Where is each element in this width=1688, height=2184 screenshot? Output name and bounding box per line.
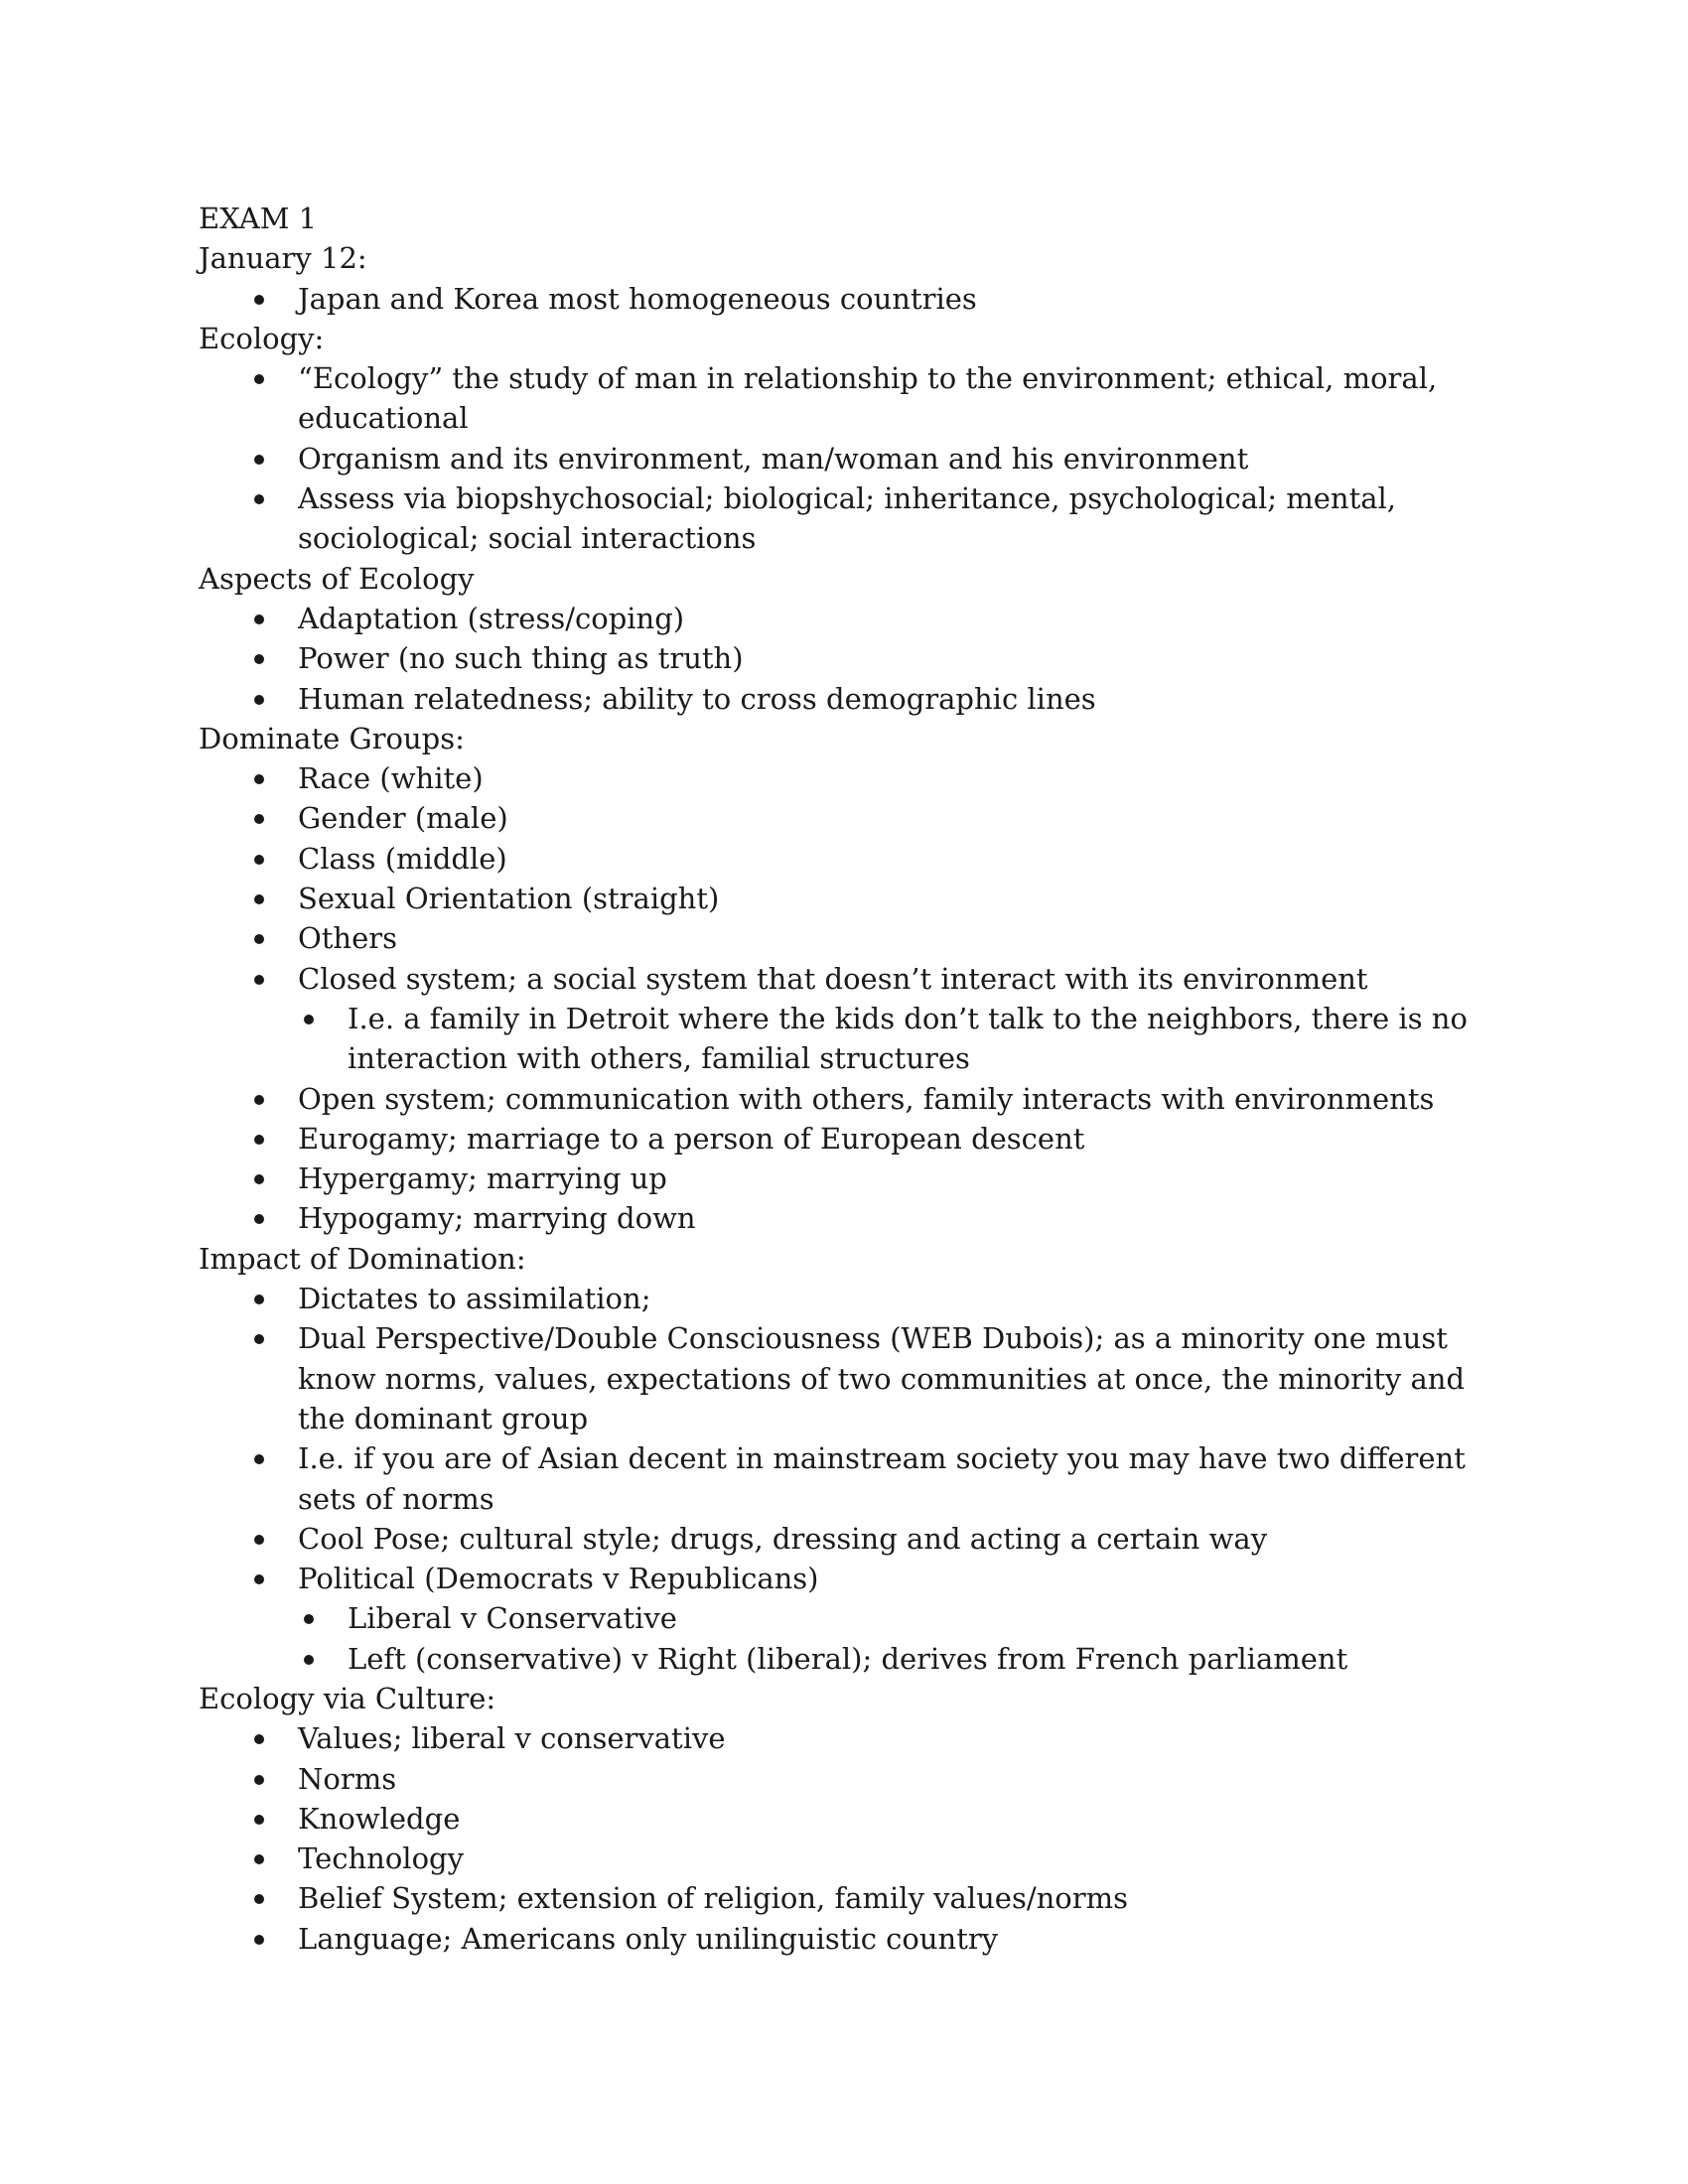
list-item-text: Race (white) xyxy=(298,761,484,796)
sub-list-item xyxy=(348,999,1509,1079)
bullet-icon xyxy=(254,1295,264,1304)
list-item xyxy=(298,918,1509,958)
bullet-list xyxy=(199,1718,1509,1959)
section-heading: Dominate Groups: xyxy=(199,721,465,755)
bullet-icon xyxy=(254,774,264,784)
list-item xyxy=(298,839,1509,879)
list-item xyxy=(298,1718,1509,1758)
bullet-icon xyxy=(254,1854,264,1864)
sub-list-item-text: Left (conservative) v Right (liberal); derives from French parliament xyxy=(348,1641,1348,1676)
bullet-icon xyxy=(254,1734,264,1744)
list-item-text: Adaptation (stress/coping) xyxy=(298,601,685,635)
list-item-text: Technology xyxy=(298,1842,464,1876)
list-item xyxy=(298,798,1509,838)
list-item-text: Class (middle) xyxy=(298,841,507,876)
bullet-icon xyxy=(254,654,264,664)
section-heading: January 12: xyxy=(199,241,367,276)
list-item xyxy=(298,439,1509,478)
list-item-text: Open system; communication with others, family interacts with environments xyxy=(298,1081,1435,1116)
list-item-text: Organism and its environment, man/woman and his environment xyxy=(298,441,1249,476)
sub-list-item xyxy=(348,1639,1509,1679)
list-item-text: Values; liberal v conservative xyxy=(298,1721,726,1756)
bullet-list xyxy=(199,758,1509,1239)
list-item xyxy=(298,1318,1509,1438)
list-item-text: Power (no such thing as truth) xyxy=(298,641,744,676)
bullet-icon xyxy=(254,1775,264,1785)
list-item-text: “Ecology” the study of man in relationship to the environment; ethical, moral, educational xyxy=(298,361,1438,436)
bullet-icon xyxy=(254,1535,264,1545)
list-item xyxy=(298,1559,1509,1679)
bullet-icon xyxy=(254,1454,264,1464)
list-item xyxy=(298,1279,1509,1318)
list-item-text: Knowledge xyxy=(298,1801,461,1836)
list-item-text: Japan and Korea most homogeneous countries xyxy=(298,281,977,316)
document-page xyxy=(199,199,1509,1959)
list-item-text: Assess via biopshychosocial; biological; inheritance, psychological; mental, sociological; social interactions xyxy=(298,481,1397,556)
list-item xyxy=(298,478,1509,559)
bullet-icon xyxy=(254,1574,264,1584)
list-item xyxy=(298,1079,1509,1119)
sub-list-item-text: I.e. a family in Detroit where the kids don’t talk to the neighbors, there is no interaction with others, familial structures xyxy=(348,1001,1468,1076)
bullet-icon xyxy=(254,934,264,944)
list-item xyxy=(298,1119,1509,1159)
bullet-icon xyxy=(254,455,264,465)
list-item xyxy=(298,1919,1509,1959)
sub-bullet-list xyxy=(298,999,1509,1079)
list-item-text: I.e. if you are of Asian decent in mainstream society you may have two different sets of norms xyxy=(298,1441,1466,1516)
bullet-icon xyxy=(254,295,264,305)
section-heading: Ecology via Culture: xyxy=(199,1681,496,1715)
list-item-text: Dictates to assimilation; xyxy=(298,1282,651,1316)
bullet-list xyxy=(199,599,1509,719)
section-heading: Impact of Domination: xyxy=(199,1241,526,1276)
section-heading: Aspects of Ecology xyxy=(199,561,475,596)
list-item xyxy=(298,599,1509,638)
list-item-text: Others xyxy=(298,921,398,956)
list-item xyxy=(298,1198,1509,1238)
document-title: EXAM 1 xyxy=(199,202,318,235)
bullet-icon xyxy=(304,1614,314,1624)
list-item xyxy=(298,1839,1509,1878)
list-item-text: Belief System; extension of religion, family values/norms xyxy=(298,1881,1128,1916)
list-item xyxy=(298,638,1509,678)
bullet-icon xyxy=(304,1655,314,1665)
list-item-text: Language; Americans only unilinguistic country xyxy=(298,1921,999,1956)
list-item-text: Gender (male) xyxy=(298,801,508,836)
list-item xyxy=(298,1878,1509,1918)
bullet-icon xyxy=(254,374,264,384)
list-item xyxy=(298,879,1509,918)
list-item-text: Closed system; a social system that doesn’t interact with its environment xyxy=(298,961,1368,996)
list-item xyxy=(298,1759,1509,1799)
list-item xyxy=(298,1519,1509,1559)
section-heading: Ecology: xyxy=(199,321,325,355)
list-item-text: Cool Pose; cultural style; drugs, dressing and acting a certain way xyxy=(298,1521,1268,1556)
bullet-icon xyxy=(254,494,264,504)
bullet-icon xyxy=(254,1095,264,1105)
bullet-icon xyxy=(254,695,264,705)
bullet-icon xyxy=(254,855,264,865)
bullet-icon xyxy=(254,814,264,824)
bullet-icon xyxy=(254,1214,264,1224)
bullet-icon xyxy=(254,894,264,904)
list-item xyxy=(298,959,1509,1079)
list-item-text: Sexual Orientation (straight) xyxy=(298,882,720,916)
list-item xyxy=(298,758,1509,798)
bullet-icon xyxy=(254,1174,264,1184)
list-item-text: Norms xyxy=(298,1761,397,1796)
bullet-icon xyxy=(254,1815,264,1825)
list-item xyxy=(298,1799,1509,1839)
bullet-icon xyxy=(254,614,264,624)
list-item-text: Eurogamy; marriage to a person of European descent xyxy=(298,1121,1085,1156)
list-item xyxy=(298,1438,1509,1519)
list-item-text: Human relatedness; ability to cross demographic lines xyxy=(298,681,1096,716)
list-item xyxy=(298,279,1509,319)
list-item-text: Political (Democrats v Republicans) xyxy=(298,1562,819,1596)
bullet-icon xyxy=(254,1935,264,1945)
list-item xyxy=(298,1159,1509,1198)
list-item-text: Hypergamy; marrying up xyxy=(298,1161,667,1196)
list-item xyxy=(298,358,1509,439)
sub-bullet-list xyxy=(298,1598,1509,1679)
bullet-list xyxy=(199,358,1509,558)
bullet-list xyxy=(199,1279,1509,1679)
bullet-icon xyxy=(304,1015,314,1024)
list-item xyxy=(298,679,1509,719)
list-item-text: Dual Perspective/Double Consciousness (WEB Dubois); as a minority one must know norms, values, expectations of two communities at once, the minority and the dominant group xyxy=(298,1321,1466,1435)
bullet-icon xyxy=(254,1334,264,1344)
bullet-icon xyxy=(254,1894,264,1904)
sub-list-item-text: Liberal v Conservative xyxy=(348,1601,677,1636)
bullet-icon xyxy=(254,975,264,985)
bullet-icon xyxy=(254,1135,264,1145)
list-item-text: Hypogamy; marrying down xyxy=(298,1201,696,1236)
bullet-list xyxy=(199,279,1509,319)
sub-list-item xyxy=(348,1598,1509,1638)
